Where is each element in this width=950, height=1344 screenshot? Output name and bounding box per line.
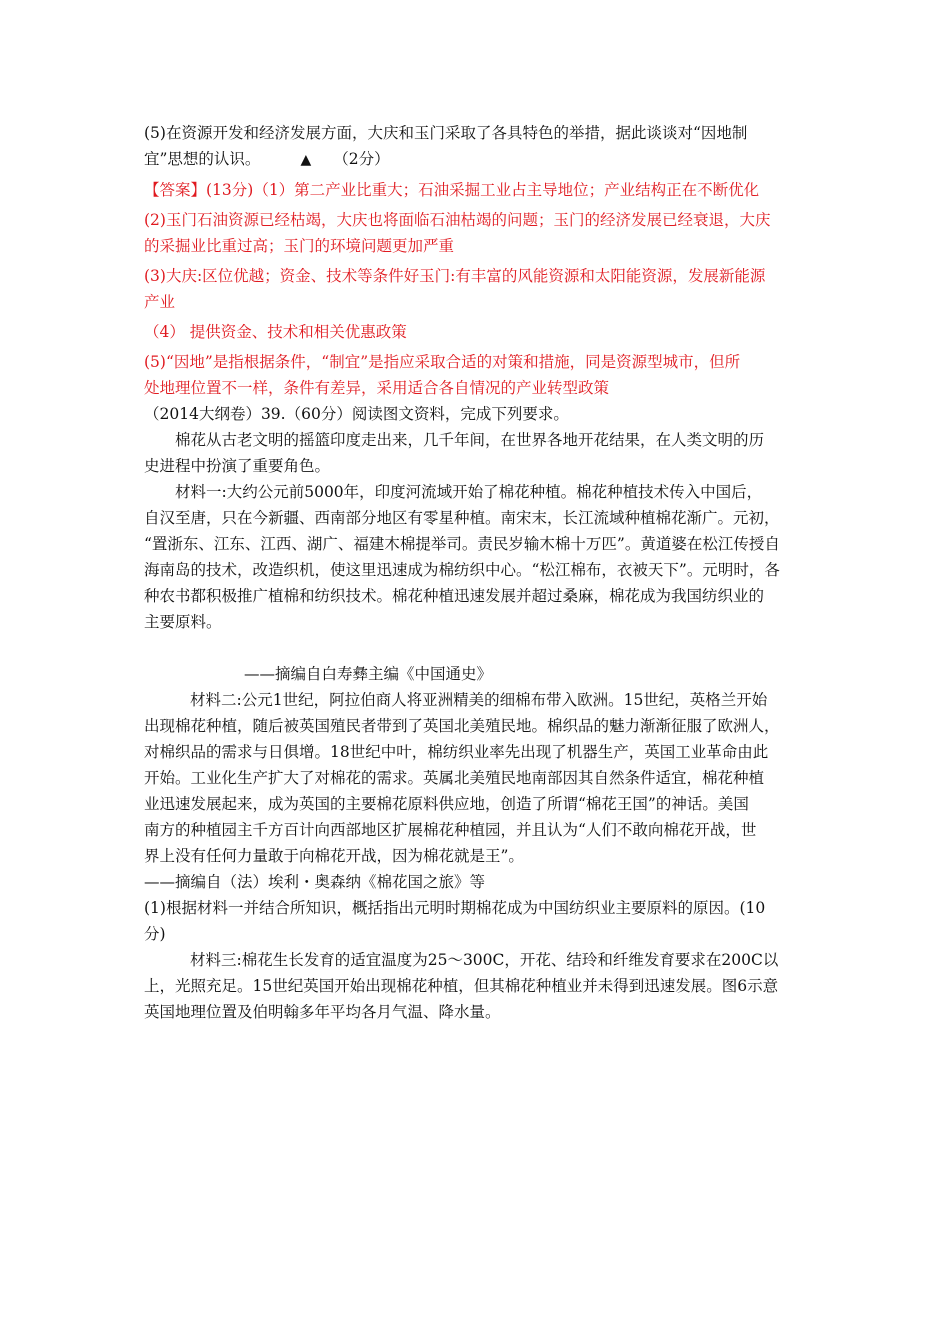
- material-2-source: ——摘编自（法）埃利・奥森纳《棉花国之旅》等: [144, 873, 486, 891]
- material-2-line-4: 开始。工业化生产扩大了对棉花的需求。英属北美殖民地南部因其自然条件适宜，棉花种植: [144, 769, 765, 787]
- answer-5-line-2: 处地理位置不一样，条件有差异，采用适合各自情况的产业转型政策: [144, 379, 610, 397]
- material-3-line-3: 英国地理位置及伯明翰多年平均各月气温、降水量。: [144, 1003, 501, 1021]
- material-1-source: ——摘编自白寿彝主编《中国通史》: [244, 665, 493, 683]
- answer-2-line-1: (2)玉门石油资源已经枯竭，大庆也将面临石油枯竭的问题；玉门的经济发展已经衰退，大庆: [144, 211, 771, 229]
- material-1-line-4: 海南岛的技术，改造织机，使这里迅速成为棉纺织中心。“松江棉布，衣被天下”。元明时，各: [144, 561, 780, 579]
- material-3-line-2: 上，光照充足。15世纪英国开始出现棉花种植，但其棉花种植业并未得到迅速发展。图6示意: [144, 977, 779, 995]
- intro-line-2: 史进程中扮演了重要角色。: [144, 457, 331, 475]
- material-1-line-1: 材料一:大约公元前5000年，印度河流域开始了棉花种植。棉花种植技术传入中国后，: [175, 483, 763, 501]
- answer-3-line-2: 产业: [144, 293, 176, 311]
- answer-5-line-1: (5)“因地”是指根据条件，“制宜”是指应采取合适的对策和措施，同是资源型城市，但所: [144, 353, 741, 371]
- sub-question-1-line-1: (1)根据材料一并结合所知识，概括指出元明时期棉花成为中国纺织业主要原料的原因。(10: [144, 899, 766, 917]
- material-1-line-5: 种农书都积极推广植棉和纺织技术。棉花种植迅速发展并超过桑麻，棉花成为我国纺织业的: [144, 587, 765, 605]
- material-2-line-3: 对棉织品的需求与日俱增。18世纪中叶，棉纺织业率先出现了机器生产，英国工业革命由此: [144, 743, 769, 761]
- material-2-line-6: 南方的种植园主千方百计向西部地区扩展棉花种植园，并且认为“人们不敢向棉花开战，世: [144, 821, 757, 839]
- material-2-line-7: 界上没有任何力量敢于向棉花开战，因为棉花就是王”。: [144, 847, 524, 865]
- material-3-line-1: 材料三:棉花生长发育的适宜温度为25～300C，开花、结玲和纤维发育要求在200C以: [190, 951, 779, 969]
- question-5-line-1: (5)在资源开发和经济发展方面，大庆和玉门采取了各具特色的举措，据此谈谈对“因地制: [144, 124, 748, 142]
- document-page: [144, 120, 814, 1025]
- question-5-score: （2分）: [333, 150, 390, 168]
- material-1-line-6: 主要原料。: [144, 613, 222, 631]
- answer-block: [144, 177, 814, 401]
- intro-line-1: 棉花从古老文明的摇篮印度走出来，几千年间，在世界各地开花结果，在人类文明的历: [175, 431, 765, 449]
- material-2-line-5: 业迅速发展起来，成为英国的主要棉花原料供应地，创造了所谓“棉花王国”的神话。美国: [144, 795, 749, 813]
- question-5: [144, 120, 814, 173]
- question-39: [144, 401, 814, 1025]
- material-2-line-1: 材料二:公元1世纪，阿拉伯商人将亚洲精美的细棉布带入欧洲。15世纪，英格兰开始: [190, 691, 768, 709]
- triangle-marker-icon: ▲: [300, 152, 312, 168]
- question-5-text: 宜”思想的认识。: [144, 150, 261, 168]
- answer-2-line-2: 的采掘业比重过高；玉门的环境问题更加严重: [144, 237, 455, 255]
- answer-line-1: 【答案】(13分)（1）第二产业比重大；石油采掘工业占主导地位；产业结构正在不断优化: [144, 181, 760, 199]
- question-39-header: （2014大纲卷）39.（60分）阅读图文资料，完成下列要求。: [144, 405, 569, 423]
- answer-3-line-1: (3)大庆:区位优越；资金、技术等条件好玉门:有丰富的风能资源和太阳能资源，发展新能源: [144, 267, 766, 285]
- question-5-line-2: [144, 146, 814, 173]
- material-2-line-2: 出现棉花种植，随后被英国殖民者带到了英国北美殖民地。棉织品的魅力渐渐征服了欧洲人，: [144, 717, 780, 735]
- material-1-line-2: 自汉至唐，只在今新疆、西南部分地区有零星种植。南宋末，长江流域种植棉花渐广。元初，: [144, 509, 780, 527]
- material-1-line-3: “置浙东、江东、江西、湖广、福建木棉提举司。责民岁输木棉十万匹”。黄道婆在松江传授自: [144, 535, 780, 553]
- answer-4: （4） 提供资金、技术和相关优惠政策: [144, 323, 407, 341]
- sub-question-1-line-2: 分): [144, 925, 166, 943]
